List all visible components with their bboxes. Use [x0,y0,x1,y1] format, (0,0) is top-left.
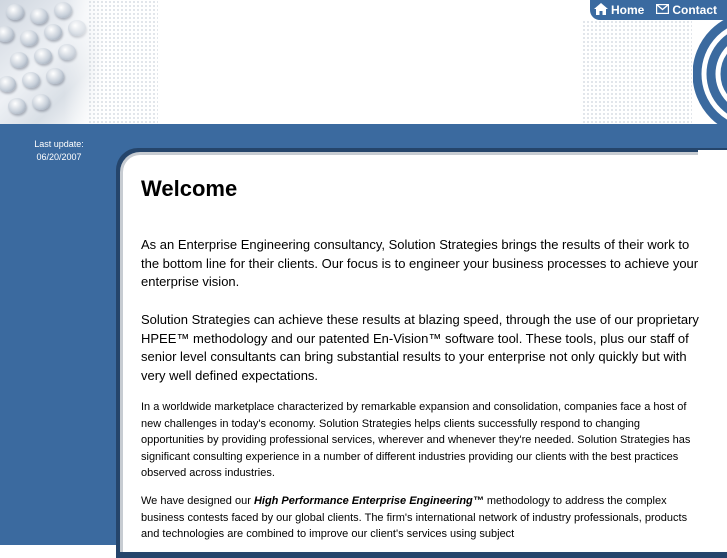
nav-home-label: Home [610,3,645,17]
page-title: Welcome [141,176,238,201]
nav-home-link[interactable] [594,3,644,18]
results-paragraph: Solution Strategies can achieve these results at blazing speed, through the use of our proprietary HPEE™ methodology and our patented En-Vision™ software tool. These tools, plus our staff of senior level consultants can bring substantial results to your enterprise not only quickly but with very well defined expectations. [141,312,699,383]
home-icon [594,3,608,18]
dot-pattern-left [88,0,158,124]
marketplace-paragraph: In a worldwide marketplace characterized by remarkable expansion and consolidation, companies face a host of new challenges in today's economy. Solution Strategies helps clients successfully respond to changing opportunities by providing professional services, wherever and whenever they're needed. Solution Strategies has significant consulting experience in a number of different industries providing our clients with the best practices observed across industries. [141,401,691,479]
intro-paragraph: As an Enterprise Engineering consultancy, Solution Strategies brings the results of their work to the bottom line for their clients. Our focus is to engineer your business processes to achieve your enterprise vision. [141,237,699,289]
sidebar [0,124,118,545]
methodology-text-prefix: We have designed our [141,495,254,507]
concentric-rings-graphic [693,14,727,124]
envelope-icon [656,3,669,17]
dot-pattern-right [582,20,692,124]
site-header [0,0,727,124]
methodology-text-suffix: methodology to address the complex business contests faced by our global clients. The firm's international network of industry professionals, products and technologies are combined to improve our client's services using subject [141,495,688,540]
last-update [0,138,118,164]
top-nav [590,0,727,20]
methodology-paragraph [141,493,701,543]
nav-contact-label: Contact [672,3,717,17]
nav-contact-link[interactable] [656,3,717,17]
hpee-emphasis: High Performance Enterprise Engineering™ [253,495,484,507]
last-update-date: 06/20/2007 [36,152,82,162]
content-panel-edge [698,150,727,174]
last-update-label: Last update: [34,139,84,149]
